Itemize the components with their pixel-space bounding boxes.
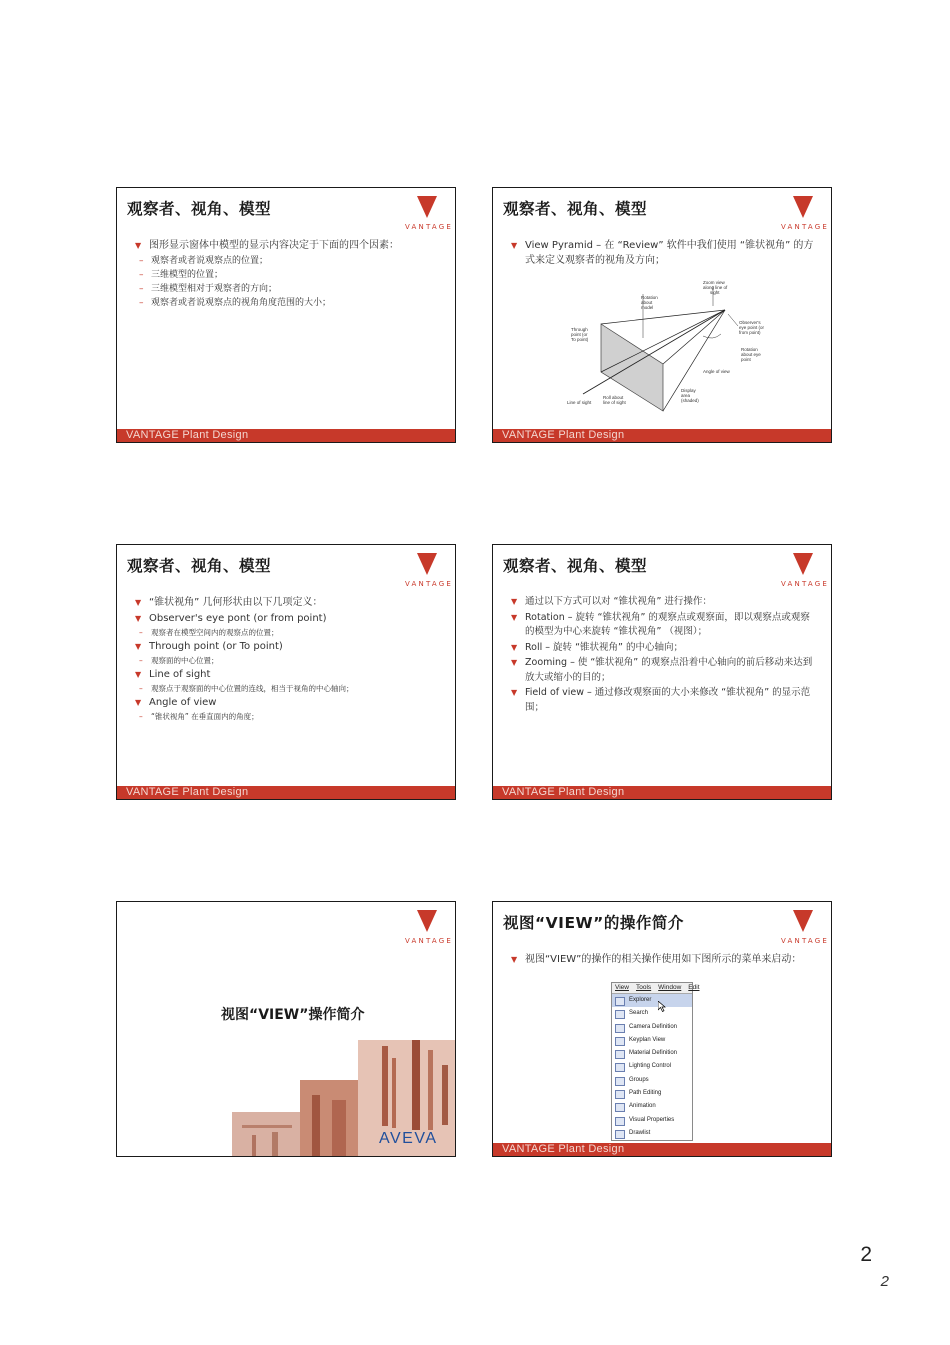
bullet: ▼ “锥状视角” 几何形状由以下几项定义： (135, 595, 439, 610)
menu-edit[interactable]: Edit (688, 984, 700, 991)
menu-item-lighting-control[interactable]: Lighting Control (612, 1060, 692, 1073)
svg-text:point (or: point (or (571, 332, 588, 337)
svg-text:To point): To point) (571, 337, 589, 342)
menu-item-drawlist[interactable]: Drawlist (612, 1127, 692, 1140)
cover-title: 视图“VIEW”操作简介 (221, 1007, 365, 1023)
slide-footer: VANTAGE Plant Design (493, 786, 831, 799)
menu-item-groups[interactable]: Groups (612, 1074, 692, 1087)
slide-body (511, 238, 815, 269)
slide-3 (116, 544, 456, 800)
view-pyramid-diagram (563, 276, 783, 416)
menu-item-explorer[interactable]: Explorer (612, 994, 692, 1007)
groups-icon (615, 1077, 625, 1086)
sub-bullet: – 观察者在模型空间内的观察点的位置； (135, 627, 439, 639)
search-icon (615, 1010, 625, 1019)
svg-text:model: model (641, 305, 654, 310)
slide-footer: VANTAGE Plant Design (117, 786, 455, 799)
svg-text:Observer's: Observer's (739, 320, 761, 325)
bullet: ▼ 图形显示窗体中模型的显示内容决定于下面的四个因素： (135, 238, 439, 253)
drawlist-icon (615, 1130, 625, 1139)
bullet: ▼ Angle of view (135, 695, 439, 710)
svg-text:area: area (681, 393, 691, 398)
svg-text:about eye: about eye (741, 352, 761, 357)
slide-2 (492, 187, 832, 443)
bullet: ▼ 视图“VIEW”的操作的相关操作使用如下图所示的菜单来启动： (511, 952, 815, 967)
vantage-logo: VANTAGE (773, 553, 831, 589)
menu-item-path-editing[interactable]: Path Editing (612, 1087, 692, 1100)
menu-item-material-definition[interactable]: Material Definition (612, 1047, 692, 1060)
svg-text:Through: Through (571, 327, 588, 332)
svg-text:Display: Display (681, 388, 696, 393)
menu-view[interactable]: View (615, 984, 629, 991)
slide-title: 观察者、视角、模型 (503, 557, 648, 575)
slide-title: 观察者、视角、模型 (503, 200, 648, 218)
svg-text:Zoom view: Zoom view (703, 280, 725, 285)
bullet: ▼ Rotation – 旋转 “锥状视角” 的观察点或观察面，即以观察点或观察的模型为中心来旋转 “锥状视角” （视图）； (511, 611, 815, 640)
sub-bullet: – 三维模型相对于观察者的方向； (135, 282, 439, 296)
vantage-logo: VANTAGE (397, 196, 455, 232)
sub-bullet: – 三维模型的位置； (135, 268, 439, 282)
camera-icon (615, 1024, 625, 1033)
keyplan-icon (615, 1037, 625, 1046)
path-icon (615, 1090, 625, 1099)
menu-bar (612, 983, 700, 994)
sub-bullet: – 观察点于观察面的中心位置的连线，相当于视角的中心轴向； (135, 683, 439, 695)
visual-properties-icon (615, 1117, 625, 1126)
sub-bullet: – 观察面的中心位置； (135, 655, 439, 667)
vantage-logo: VANTAGE (773, 196, 831, 232)
bullet: ▼ Observer's eye pont (or from point) (135, 611, 439, 626)
svg-text:(shaded): (shaded) (681, 398, 699, 403)
svg-text:point: point (741, 357, 751, 362)
menu-item-search[interactable]: Search (612, 1007, 692, 1020)
material-icon (615, 1050, 625, 1059)
menu-item-keyplan-view[interactable]: Keyplan View (612, 1034, 692, 1047)
svg-text:sight: sight (710, 290, 720, 295)
slide-footer: VANTAGE Plant Design (493, 429, 831, 442)
svg-text:Angle of view: Angle of view (703, 369, 730, 374)
vantage-logo: VANTAGE (397, 910, 455, 946)
lighting-icon (615, 1063, 625, 1072)
slide-body (135, 595, 439, 723)
slide-body (135, 238, 439, 310)
vantage-logo: VANTAGE (773, 910, 831, 946)
svg-text:about: about (641, 300, 653, 305)
sub-bullet: – 观察者或者说观察点的视角角度范围的大小； (135, 296, 439, 310)
slide-4 (492, 544, 832, 800)
menu-item-visual-properties[interactable]: Visual Properties (612, 1114, 692, 1127)
slide-body (511, 595, 815, 716)
bullet: ▼ View Pyramid – 在 “Review” 软件中我们使用 “锥状视角” 的方式来定义观察者的视角及方向； (511, 238, 815, 268)
slide-6 (492, 901, 832, 1157)
svg-text:Rotation: Rotation (741, 347, 758, 352)
menu-window[interactable]: Window (658, 984, 682, 991)
explorer-icon (615, 997, 625, 1006)
sub-bullet: – 观察者或者说观察点的位置； (135, 254, 439, 268)
bullet: ▼ Line of sight (135, 667, 439, 682)
slide-body (511, 952, 815, 968)
menu-item-animation[interactable]: Animation (612, 1100, 692, 1113)
svg-text:from point): from point) (739, 330, 761, 335)
slide-title: 观察者、视角、模型 (127, 200, 272, 218)
svg-text:line of sight: line of sight (603, 400, 626, 405)
mouse-cursor-icon (658, 1001, 666, 1012)
sub-bullet: – “锥状视角” 在垂直面内的角度； (135, 711, 439, 723)
menu-tools[interactable]: Tools (635, 984, 652, 991)
slide-title: 视图“VIEW”的操作简介 (503, 914, 684, 932)
menu-item-camera-definition[interactable]: Camera Definition (612, 1021, 692, 1034)
svg-text:Roll about: Roll about (603, 395, 624, 400)
bullet: ▼ Through point (or To point) (135, 639, 439, 654)
animation-icon (615, 1103, 625, 1112)
bullet: ▼ Zooming – 使 “锥状视角” 的观察点沿着中心轴向的前后移动来达到放大或缩小的目的； (511, 656, 815, 685)
svg-text:eye point (or: eye point (or (739, 325, 765, 330)
svg-text:Rotation: Rotation (641, 295, 658, 300)
slide-title: 观察者、视角、模型 (127, 557, 272, 575)
svg-text:Line of sight: Line of sight (567, 400, 592, 405)
slide-footer: VANTAGE Plant Design (117, 429, 455, 442)
page-number: 2 (860, 1243, 872, 1266)
svg-text:along line of: along line of (703, 285, 728, 290)
slide-1 (116, 187, 456, 443)
bullet: ▼ Roll – 旋转 “锥状视角” 的中心轴向； (511, 641, 815, 656)
view-menu (611, 982, 700, 1141)
bullet: ▼ 通过以下方式可以对 “锥状视角” 进行操作： (511, 595, 815, 610)
page-number-italic: 2 (880, 1273, 889, 1290)
slide-5 (116, 901, 456, 1157)
slide-footer: VANTAGE Plant Design (493, 1143, 831, 1156)
aveva-logo: AVEVA (379, 1130, 438, 1147)
vantage-logo: VANTAGE (397, 553, 455, 589)
bullet: ▼ Field of view – 通过修改观察面的大小来修改 “锥状视角” 的显示范围； (511, 686, 815, 715)
